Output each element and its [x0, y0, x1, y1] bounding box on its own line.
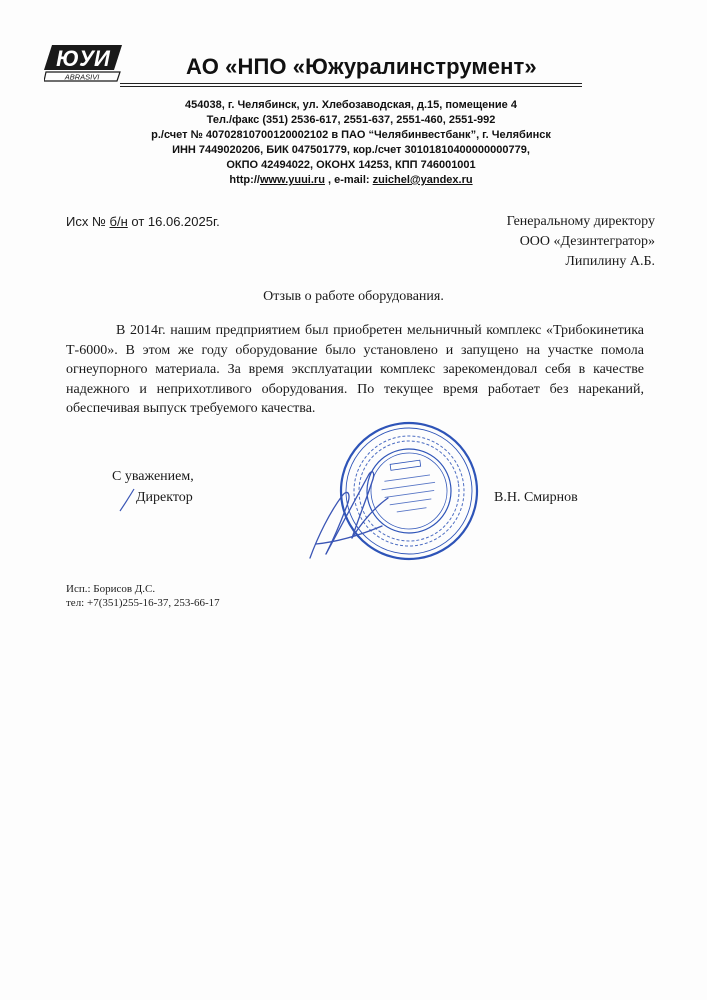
company-inn: ИНН 7449020206, БИК 047501779, кор./счет 30101810400000000779,	[172, 144, 530, 156]
company-contacts: http://www.yuui.ru , e-mail: zuichel@yandex.ru	[229, 174, 473, 186]
header-divider-second	[120, 86, 582, 87]
letter-subject: Отзыв о работе оборудования.	[263, 289, 444, 304]
company-account: р./счет № 40702810700120002102 в ПАО “Челябинвестбанк”, г. Челябинск	[151, 129, 551, 141]
signer-name: В.Н. Смирнов	[494, 490, 578, 505]
closing-phrase: С уважением,	[112, 469, 194, 484]
header-divider	[120, 83, 582, 84]
email-link[interactable]: zuichel@yandex.ru	[372, 174, 473, 186]
company-logo	[44, 44, 122, 82]
outgoing-number: Исх № б/н от 16.06.2025г.	[66, 214, 220, 229]
addressee-company: ООО «Дезинтегратор»	[519, 234, 655, 249]
addressee-position: Генеральному директору	[506, 214, 655, 229]
executor-name: Исп.: Борисов Д.С.	[66, 583, 156, 595]
company-name: АО «НПО «Южуралинструмент»	[186, 54, 537, 79]
executor-phone: тел: +7(351)255-16-37, 253-66-17	[66, 597, 220, 609]
company-okpo: ОКПО 42494022, ОКОНХ 14253, КПП 746001001	[226, 159, 476, 171]
signer-position: Директор	[136, 490, 193, 505]
handwritten-signature	[296, 446, 406, 566]
addressee-name: Липилину А.Б.	[565, 254, 655, 269]
company-phone: Тел./факс (351) 2536-617, 2551-637, 2551-460, 2551-992	[206, 114, 496, 126]
letter-body: В 2014г. нашим предприятием был приобретен мельничный комплекс «Трибокинетика Т-6000». В этом же году оборудование было установлено и запущено на участке помола огнеупорного материала. За время эксплуатации комплекс зарекомендовал себя в качестве надежного и неприхотливого оборудования. По текущее время работает без нареканий, обеспечивая выпуск требуемого качества.	[66, 323, 644, 417]
company-address: 454038, г. Челябинск, ул. Хлебозаводская, д.15, помещение 4	[185, 99, 517, 111]
svg-text:ЮУИ: ЮУИ	[56, 46, 110, 71]
svg-text:ABRASIVI: ABRASIVI	[64, 72, 100, 82]
website-link[interactable]: www.yuui.ru	[259, 174, 325, 186]
